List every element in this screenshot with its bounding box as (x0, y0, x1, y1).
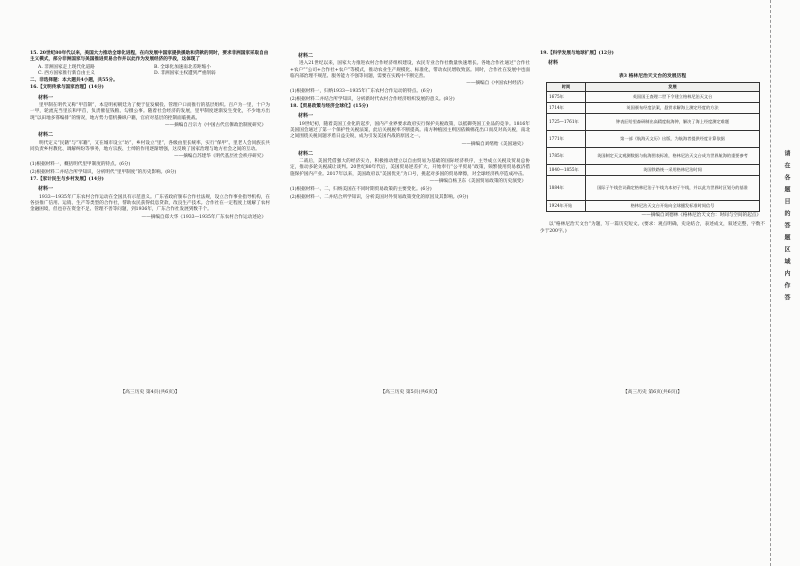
table-row (547, 114, 760, 131)
table-row (547, 148, 760, 165)
sub-question: (1)根据材料一，概括明代里甲制度的特点。(6分) (30, 162, 131, 168)
question-15: 15. 20世纪80年代以来，美国大力推动全球化进程，在向发展中国家提供援助和贷款的同时，要求非洲国家采取自由主义模式，部分非洲国家与美国推进贸易合作并以此作为发展经济的手段，这体现了 (30, 51, 269, 63)
table-cell-time: 1785年 (547, 148, 586, 165)
table-cell-time: 1884年 (547, 176, 586, 201)
material-label: 材料一 (38, 186, 54, 193)
question-16: 16.【文明传承与国家治理】(14分) (30, 85, 104, 91)
question-17: 17.【家计民生与乡村发展】(14分) (30, 177, 104, 183)
page-footer: 【高三历史 第4页(共6页)】 (120, 390, 180, 395)
material-source: ——摘编自吕宗力《中国古代官僚政治制度研究》 (164, 122, 266, 128)
table-cell-event: 格林尼治天文台开始向全球播发标准时间信号 (586, 201, 760, 212)
table-cell-event: 钟表匠哈里森研制出高精度航海钟，解决了海上经度测定难题 (586, 114, 760, 131)
table-cell-event: 英国铁路统一采用格林尼治时间 (586, 165, 760, 176)
material-label: 材料 (548, 60, 559, 67)
table-row (547, 176, 760, 201)
material-source: ——摘编自《中国农村经济》 (466, 81, 526, 87)
table-cell-time: 1771年 (547, 131, 586, 148)
table-cell-event: 英国颁布经度法案，悬赏求解海上测定经度的方法 (586, 103, 760, 114)
sub-question: (2)根据材料二并结合所学知识，分析明代“里甲制度”的历史影响。(8分) (30, 169, 177, 175)
sub-question: (1)根据材料一，归纳1933—1935年广东农村合作运动的特点。(6分) (290, 89, 433, 95)
table-source: ——摘编自刘德林《格林尼治天文台：时间与空间的起点》 (641, 213, 761, 219)
material-text: 进入21世纪以来，国家大力推进农村合作经济组织建设，农民专业合作社数量快速增长。各地合作社通过“合作社+农户”“公司+合作社+农户”等模式，推动农业生产规模化、标准化，带动农民增收致富。同时，合作社在发展中也面临内部治理不规范、服务能力不强等问题，需要在实践中不断完善。 (290, 61, 530, 79)
material-text: 19世纪初，随着美国工业化的起步，国内产业界要求政府实行保护关税政策，以抵御英国工业品的竞争。1816年美国国会通过了第一个保护性关税法案，此后关税税率不断提高。南方种植园主则因依赖棉花出口而反对高关税，南北之间围绕关税问题矛盾日益尖锐，成为引发美国内战的原因之一。 (290, 121, 530, 140)
table-row (547, 103, 760, 114)
sub-question: (2)根据材料一、二并结合所学知识，分析美国对外贸易政策变化的原因及其影响。(9分) (290, 194, 469, 200)
table-cell-event: 英国制定天文观测数据与航海图表标准，格林尼治天文台成为世界航海的重要参考 (586, 148, 760, 165)
page-footer: 【高三历史 第6页(共6页)】 (622, 390, 683, 395)
history-table (546, 82, 760, 212)
table-row (547, 201, 760, 212)
table-cell-time: 1725—1761年 (547, 114, 586, 131)
material-label: 材料一 (38, 94, 54, 101)
material-text: 1933—1935年广东农村合作运动在全国具有示范意义。广东省政府颁布合作社法规，设立合作事业指导机构，在各县推广信用、运销、生产等类型的合作社，帮助农民获得低息贷款，改良生产技术。合作社在一定程度上缓解了农村金融困境，但也存在资金不足、管理不善等问题，到1936年，广东合作社发展到数千个。 (30, 194, 270, 213)
section-heading: 二、非选择题：本大题共4小题，共55分。 (30, 78, 118, 84)
question-18: 18.【贸易政策与经济全球化】(15分) (290, 104, 369, 110)
table-cell-event: 英国国王查理二世下令建立格林尼治天文台 (586, 92, 760, 103)
table-header-time: 时间 (547, 82, 586, 91)
material-label: 材料二 (38, 132, 54, 139)
material-text: 明代定义“民籍”与“军籍”，又在城市设立“坊”，乡村设立“里”，各级由里长统率，实行“保甲”。里老人会同族长共同负责乡村教化、调解纠纷等事务，地方宗族、士绅的作用逐渐增强，这反映了国家治理与地方社会之间的互动。 (30, 140, 270, 152)
option-d: D. 非洲国家主权遭到严重削弱 (154, 70, 216, 76)
material-label: 材料二 (298, 150, 314, 157)
material-source: ——摘编自杨卫东《美国贸易政策的历史演变》 (429, 179, 526, 185)
material-label: 材料二 (298, 53, 314, 59)
material-source: ——摘编自郑大华《1933—1935年广东农村合作运动述论》 (141, 214, 266, 220)
binding-margin-text: 请在各题目的答题区域内作答 (783, 150, 790, 306)
material-source: ——摘编自苏建华《明代基层社会秩序研究》 (174, 154, 266, 160)
option-c: C. 西方国家推行新自由主义 (38, 70, 95, 76)
column-right (540, 50, 765, 240)
material-text: 里甲制在明代又称“甲首制”，本是明初朝廷为了便于征发赋役、管理户口而推行的基层组织。百户为一里，十户为一甲，轮流充当里长和甲首，负责催征钱粮、勾摄公事。随着社会经济的发展，里甲制度逐渐发生变化，不少地方出现“以田地多寡编排”的情况，地方势力借机操纵户籍，官府对基层的控制面临挑战。 (30, 103, 270, 121)
page-footer: 【高三历史 第5页(共6页)】 (380, 390, 440, 395)
material-text: 二战后，美国凭借强大的经济实力，积极推动建立以自由贸易为基础的国际经济秩序，主导成立关税及贸易总协定，推动多轮关税减让谈判。20世纪80年代后，美国贸易逆差扩大，开始奉行“公平贸易”政策，频繁使用贸易救济措施保护国内产业。2017年以来，美国政府以“美国优先”为口号，挑起对多国的贸易摩擦，对全球经济秩序造成冲击。 (290, 159, 530, 177)
table-row (547, 131, 760, 148)
table-cell-time: 1714年 (547, 103, 586, 114)
table-cell-time: 1675年 (547, 92, 586, 103)
question-15-options (38, 65, 270, 78)
material-source: ——摘编自刘绪贻《美国通史》 (461, 141, 526, 147)
table-row (547, 92, 760, 103)
table-header-row (547, 82, 760, 91)
table-cell-event: 第一部《航海天文历》出版，为航海者提供经度计算依据 (586, 131, 760, 148)
option-b: B. 全球化加速南北差距缩小 (154, 64, 211, 70)
table-cell-time: 1840—1855年 (547, 165, 586, 176)
sub-question: (2)根据材料二并结合所学知识，分析新时代农村合作经济组织发展的意义。(8分) (290, 96, 455, 102)
material-label: 材料一 (298, 113, 314, 120)
table-header-development: 发展 (586, 82, 760, 91)
question-19: 19.【科学发展与地球扩展】(12分) (540, 51, 614, 56)
sub-question: (1)根据材料一、二，归纳美国在不同时期贸易政策的主要变化。(6分) (290, 187, 432, 193)
option-a: A. 非洲国家走上现代化道路 (38, 64, 95, 70)
essay-prompt: 以“格林尼治天文台”为题，写一篇历史短文。(要求：观点明确，史论结合，表述成文，叙述完整，字数不少于200字。) (540, 222, 765, 234)
table-cell-time: 1924年开始 (547, 201, 586, 212)
table-row (547, 165, 760, 176)
column-left (30, 50, 270, 223)
table-cell-event: 国际子午线会议确定格林尼治子午线为本初子午线，并以此为世界时区划分的基准 (586, 176, 760, 201)
table-title: 表3 格林尼治天文台的发展历程 (618, 72, 687, 79)
column-middle (290, 50, 530, 202)
